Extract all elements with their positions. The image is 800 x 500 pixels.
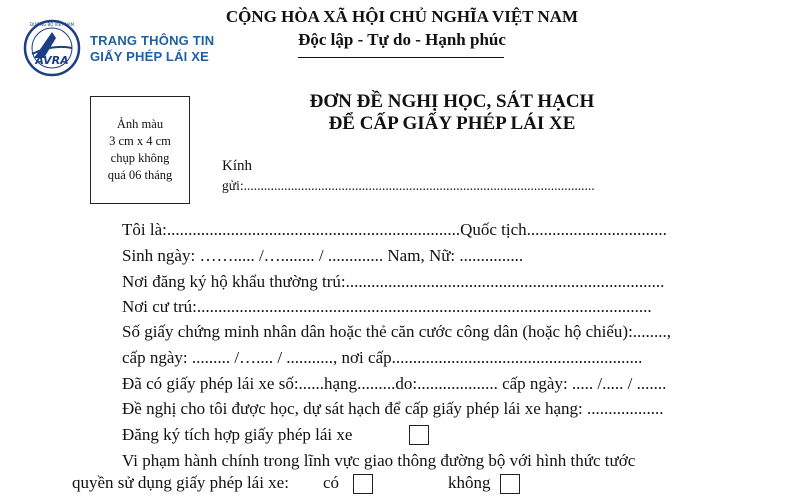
motto: Độc lập - Tự do - Hạnh phúc [298,30,506,49]
logo-text: AVRA [35,54,69,67]
brand-line-1: TRANG THÔNG TIN [90,33,215,48]
field-name-nationality: Tôi là:.....................................................................Quốc tịch................................. [122,220,667,239]
field-household: Nơi đăng ký hộ khẩu thường trú:........................................................................... [122,272,665,291]
logo-ring-text: ĐƯỜNG BỘ VIỆT NAM [29,22,75,27]
photo-label-3: chụp không [110,151,170,165]
field-id-issue: cấp ngày: ......... /….... / ..........., nơi cấp........................................................... [122,348,643,367]
photo-label-1: Ảnh màu [116,117,164,131]
revocation-yes-label: có [323,473,340,492]
field-id-number: Số giấy chứng minh nhân dân hoặc thẻ căn cước công dân (hoặc hộ chiếu):........, [122,322,672,341]
avra-logo-icon [22,18,82,78]
salutation-line-2: gửi:........................................................................................................ [222,178,595,193]
revocation-no-label: không [448,473,491,492]
field-existing-license: Đã có giấy phép lái xe số:......hạng.........do:................... cấp ngày: ..... /..... / ....... [122,374,667,393]
form-title-line-1: ĐƠN ĐỀ NGHỊ HỌC, SÁT HẠCH [309,91,595,112]
field-revocation-label: quyền sử dụng giấy phép lái xe: [72,473,289,492]
revocation-yes-checkbox[interactable] [353,474,373,494]
field-integration-label: Đăng ký tích hợp giấy phép lái xe [122,425,353,444]
republic-heading: CỘNG HÒA XÃ HỘI CHỦ NGHĨA VIỆT NAM [225,7,579,26]
avra-logo [22,18,82,78]
brand-line-2: GIẤY PHÉP LÁI XE [90,49,210,64]
salutation-line-1: Kính [222,158,252,174]
motto-underline [298,57,504,58]
photo-label-4: quá 06 tháng [107,168,173,182]
field-residence: Nơi cư trú:........................................................................................................... [122,297,652,316]
field-birth-gender: Sinh ngày: ……..... /…........ / ............. Nam, Nữ: ............... [122,246,524,265]
field-license-request: Đề nghị cho tôi được học, dự sát hạch để cấp giấy phép lái xe hạng: .................. [122,399,664,418]
field-violation: Vi phạm hành chính trong lĩnh vực giao thông đường bộ với hình thức tước [122,451,636,470]
photo-label-2: 3 cm x 4 cm [109,134,171,148]
revocation-no-checkbox[interactable] [500,474,520,494]
integration-checkbox[interactable] [409,425,429,445]
photo-placeholder-box [90,96,190,204]
form-title-line-2: ĐỂ CẤP GIẤY PHÉP LÁI XE [328,113,576,134]
